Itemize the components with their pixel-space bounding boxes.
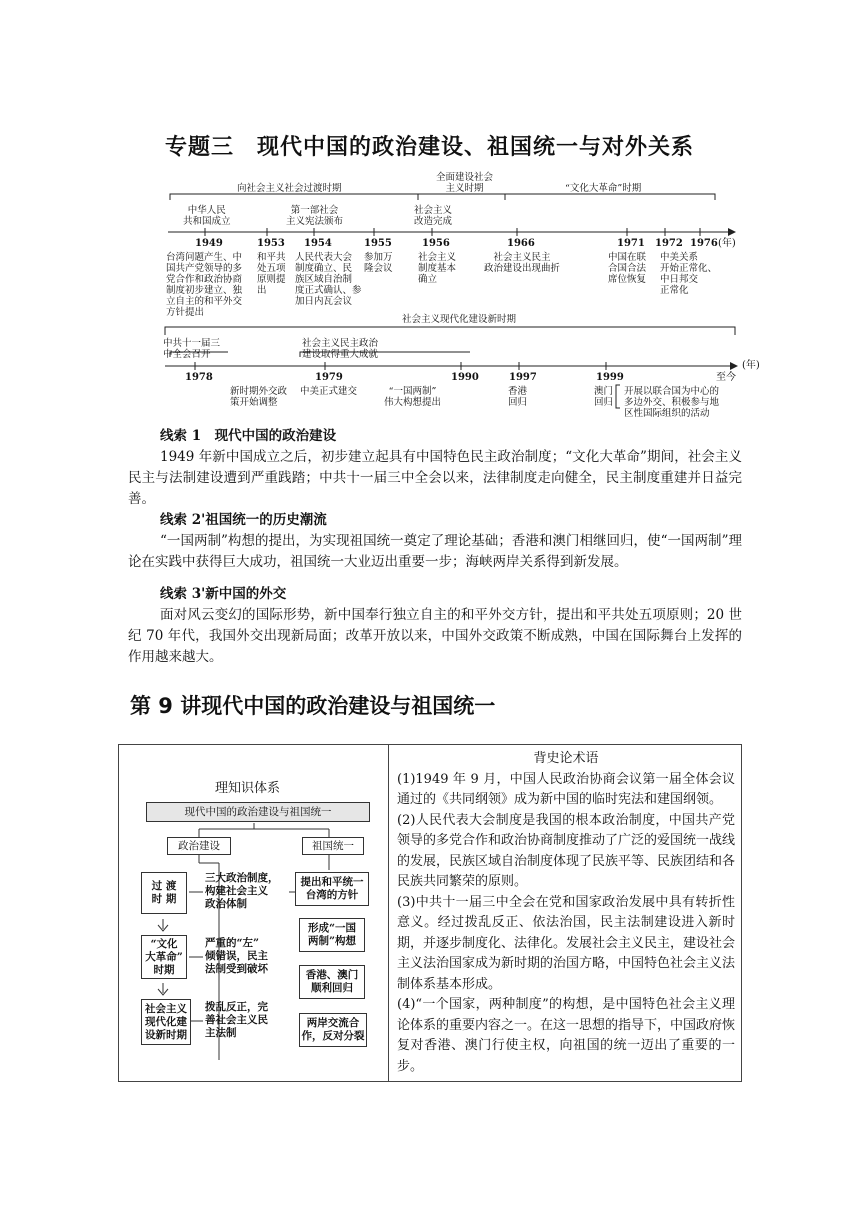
event-1997: 香港 回归 [508, 386, 528, 408]
event-1999: 澳门 回归 [594, 386, 614, 408]
year-1997: 1997 [509, 372, 537, 383]
year-1990: 1990 [451, 372, 479, 383]
politics-item-3: 拨乱反正，完 善社会主义民 主法制 [205, 1001, 268, 1039]
clue-3 [128, 584, 742, 668]
lesson-title: 第 9 讲现代中国的政治建设与祖国统一 [130, 694, 496, 718]
event-1953: 和平共 处五项 原则提 出 [257, 252, 286, 296]
year-1956: 1956 [422, 238, 450, 249]
year-unit-top: (年) [718, 238, 736, 249]
summary-table [118, 744, 742, 1082]
clue-1-text: 1949 年新中国成立之后，初步建立起具有中国特色民主政治制度；“文化大革命”期间，社会主义民主与法制建设遭到严重践踏；中共十一届三中全会以来，法律制度走向健全，民主制度重建并日益完善。 [128, 449, 742, 507]
event-1955: 参加万 隆会议 [364, 252, 393, 274]
table-divider [388, 745, 389, 1081]
clue-3-text: 面对风云变幻的国际形势，新中国奉行独立自主的和平外交方针，提出和平共处五项原则；20 世纪 70 年代，我国外交出现新局面；改革开放以来，中国外交政策不断成熟，中国在国际舞台上发挥的作用越来越大。 [128, 607, 742, 665]
knowledge-root: 现代中国的政治建设与祖国统一 [146, 802, 370, 822]
period-full-construction: 全面建设社会 主义时期 [436, 172, 494, 194]
year-1972: 1972 [655, 238, 683, 249]
knowledge-heading: 理知识体系 [215, 781, 281, 796]
recite-item-2: (2)人民代表大会制度是我国的根本政治制度，中国共产党领导的多党合作和政治协商制度推动了广泛的爱国统一战线的发展，民族区域自治制度体现了民族平等、民族团结和各民族共同繁荣的原则。 [397, 812, 736, 889]
event-now: 开展以联合国为中心的 多边外交、积极参与地 区性国际组织的活动 [624, 386, 720, 419]
period-cultural-box: “文化 大革命” 时期 [141, 935, 187, 979]
recite-item-4: (4)“一个国家，两种制度”的构想，是中国特色社会主义理论体系的重要内容之一。在这一思想的指导下，中国政府恢复对香港、澳门行使主权，向祖国的统一迈出了重要的一步。 [397, 997, 736, 1074]
period-modernization: 社会主义现代化建设新时期 [402, 314, 517, 325]
year-1979: 1979 [315, 372, 343, 383]
recite-heading: 背史论术语 [533, 751, 599, 766]
year-1954: 1954 [304, 238, 332, 249]
branch-unity: 祖国统一 [302, 837, 364, 855]
year-1953: 1953 [257, 238, 285, 249]
clue-1 [128, 426, 742, 510]
clue-2-heading: 线索 2'祖国统一的历史潮流 [160, 512, 327, 528]
clue-2-text: “一国两制”构想的提出，为实现祖国统一奠定了理论基础；香港和澳门相继回归，使“一国两制”理论在实践中获得巨大成功，祖国统一大业迈出重要一步；海峡两岸关系得到新发展。 [128, 533, 742, 570]
year-1999: 1999 [596, 372, 624, 383]
event-1956: 社会主义 制度基本 确立 [418, 252, 457, 285]
unity-item-1: 提出和平统一 台湾的方针 [295, 872, 369, 906]
year-1966: 1966 [507, 238, 535, 249]
event-prc-founded: 中华人民 共和国成立 [183, 205, 231, 227]
year-unit-bottom: (年) [742, 360, 760, 371]
year-end-label: 至今 [716, 372, 736, 383]
unity-item-4: 两岸交流合 作，反对分裂 [299, 1013, 367, 1047]
event-1979: 中美正式建交 [300, 386, 358, 397]
event-1966: 社会主义民主 政治建设出现曲折 [484, 252, 561, 274]
year-1978: 1978 [185, 372, 213, 383]
recite-item-3: (3)中共十一届三中全会在党和国家政治发展中具有转折性意义。经过拨乱反正、依法治国，民主法制建设进入新时期，并逐步制度化、法律化。发展社会主义民主，建设社会主义法治国家成为新时期的治国方略，中国特色社会主义法制体系基本形成。 [397, 894, 736, 992]
year-1971: 1971 [617, 238, 645, 249]
unity-item-3: 香港、澳门 顺利回归 [299, 965, 365, 999]
period-modern-box: 社会主义 现代化建 设新时期 [141, 999, 191, 1045]
branch-politics: 政治建设 [167, 837, 231, 855]
unity-item-2: 形成“一国 两制”构想 [299, 918, 365, 952]
page-title: 专题三 现代中国的政治建设、祖国统一与对外关系 [165, 134, 695, 160]
recite-item-1: (1)1949 年 9 月，中国人民政治协商会议第一届全体会议通过的《共同纲领》成为新中国的临时宪法和建国纲领。 [397, 771, 735, 807]
period-transition: 向社会主义社会过渡时期 [237, 183, 342, 194]
clue-3-heading: 线索 3'新中国的外交 [160, 586, 287, 602]
event-1949: 台湾问题产生、中 国共产党领导的多 党合作和政治协商 制度初步建立、独 立自主的和平外交 方针提出 [166, 252, 243, 318]
event-plenum: 中共十一届三 中全会召开 [163, 338, 221, 360]
year-1976: 1976 [690, 238, 718, 249]
recite-column [397, 749, 735, 1077]
event-1971: 中国在联 合国合法 席位恢复 [608, 252, 647, 285]
year-1949: 1949 [195, 238, 223, 249]
event-socialist-transform: 社会主义 改造完成 [414, 205, 453, 227]
event-1990: “一国两制” 伟大构想提出 [384, 386, 442, 408]
event-constitution: 第一部社会 主义宪法颁布 [286, 205, 344, 227]
clue-2 [128, 510, 742, 573]
event-democracy: 社会主义民主政治 建设取得重大成就 [302, 338, 379, 360]
politics-item-2: 严重的“左” 倾错误，民主 法制受到破坏 [205, 937, 268, 975]
year-1955: 1955 [364, 238, 392, 249]
clue-1-heading: 线索 1 现代中国的政治建设 [160, 428, 337, 444]
politics-item-1: 三大政治制度， 构建社会主义 政治体制 [205, 872, 279, 910]
period-cultural-revolution: “文化大革命”时期 [565, 183, 642, 194]
event-1954: 人民代表大会 制度确立、民 族区域自治制 度正式确认、参 加日内瓦会议 [295, 252, 362, 307]
event-1978: 新时期外交政 策开始调整 [230, 386, 288, 408]
period-transition-box: 过 渡 时 期 [141, 872, 187, 914]
event-1972: 中美关系 开始正常化、 中日邦交 正常化 [660, 252, 718, 296]
